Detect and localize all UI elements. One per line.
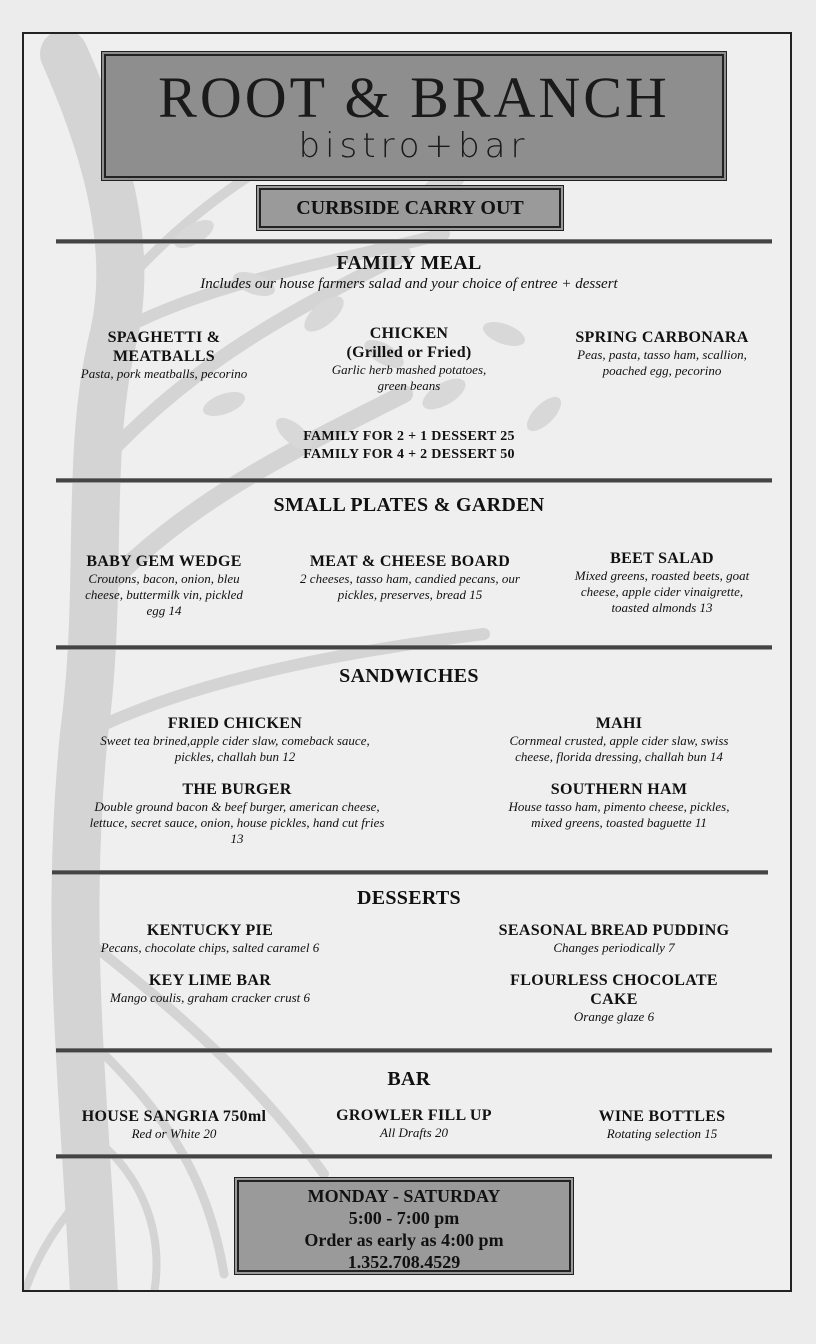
menu-item — [564, 328, 760, 379]
item-desc: Changes periodically 7 — [553, 940, 675, 955]
divider — [56, 1048, 772, 1053]
item-desc: Garlic herb mashed potatoes, green beans — [331, 362, 487, 393]
menu-item — [82, 780, 392, 847]
item-desc: Orange glaze 6 — [573, 1009, 655, 1024]
menu-item — [484, 921, 744, 956]
brand-logo — [104, 54, 724, 178]
hours-order-note: Order as early as 4:00 pm — [304, 1230, 504, 1250]
item-desc: House tasso ham, pimento cheese, pickles, mixed greens, toasted baguette 11 — [508, 799, 730, 830]
item-title: HOUSE SANGRIA 750ml — [81, 1108, 267, 1125]
menu-frame — [22, 32, 792, 1292]
menu-item — [494, 780, 744, 831]
item-desc: 2 cheeses, tasso ham, candied pecans, our pickles, preserves, bread 15 — [300, 571, 520, 602]
menu-item — [320, 324, 498, 394]
menu-item — [90, 714, 380, 765]
item-desc: Peas, pasta, tasso ham, scallion, poached egg, pecorino — [577, 347, 747, 378]
item-title: MEAT & CHEESE BOARD — [309, 553, 511, 570]
item-desc: Sweet tea brined,apple cider slaw, comeback sauce, pickles, challah bun 12 — [100, 733, 370, 764]
curbside-banner: CURBSIDE CARRY OUT — [259, 188, 561, 228]
item-desc: Pasta, pork meatballs, pecorino — [80, 366, 248, 381]
section-title-sandwiches: SANDWICHES — [339, 665, 479, 687]
item-title: WINE BOTTLES — [598, 1108, 726, 1125]
divider — [52, 870, 768, 875]
phone-number: 1.352.708.4529 — [347, 1252, 461, 1272]
menu-item — [76, 328, 252, 382]
divider — [56, 1154, 772, 1159]
divider — [56, 645, 772, 650]
menu-item — [314, 1106, 514, 1141]
item-title: BABY GEM WEDGE — [86, 553, 242, 570]
section-title-family-meal: FAMILY MEAL — [336, 252, 482, 274]
item-title: MAHI — [595, 715, 643, 732]
item-title: THE BURGER — [182, 781, 292, 798]
item-desc: Red or White 20 — [131, 1126, 217, 1141]
family-pricing-2: FAMILY FOR 2 + 1 DESSERT 25 — [303, 429, 515, 444]
item-title: CHICKEN — [369, 325, 449, 342]
item-title: KEY LIME BAR — [148, 972, 272, 989]
item-title: SOUTHERN HAM — [550, 781, 688, 798]
item-desc: Double ground bacon & beef burger, american cheese, lettuce, secret sauce, onion, house pickles, hand cut fries 13 — [89, 799, 385, 846]
menu-item — [64, 1107, 284, 1142]
item-desc: All Drafts 20 — [380, 1125, 448, 1140]
item-desc: Rotating selection 15 — [606, 1126, 718, 1141]
menu-item — [80, 971, 340, 1006]
item-desc: Croutons, bacon, onion, bleu cheese, buttermilk vin, pickled egg 14 — [85, 571, 243, 618]
item-desc: Pecans, chocolate chips, salted caramel 6 — [100, 940, 320, 955]
divider — [56, 239, 772, 244]
item-desc: Cornmeal crusted, apple cider slaw, swiss cheese, florida dressing, challah bun 14 — [509, 733, 729, 764]
section-title-small-plates: SMALL PLATES & GARDEN — [273, 494, 545, 516]
item-title: FLOURLESS CHOCOLATE CAKE — [510, 972, 718, 1008]
item-title: GROWLER FILL UP — [336, 1107, 492, 1124]
brand-name: ROOT & BRANCH — [158, 65, 670, 130]
family-meal-subtitle: Includes our house farmers salad and your choice of entree + dessert — [200, 276, 618, 292]
hours-days: MONDAY - SATURDAY — [307, 1186, 501, 1206]
item-title: SPAGHETTI & MEATBALLS — [107, 329, 221, 365]
item-title: SPRING CARBONARA — [575, 329, 749, 346]
menu-item — [76, 552, 252, 619]
divider — [56, 478, 772, 483]
item-desc: Mixed greens, roasted beets, goat cheese, apple cider vinaigrette, toasted almonds 13 — [574, 568, 750, 615]
menu-item — [494, 714, 744, 765]
menu-item — [292, 552, 528, 603]
section-title-desserts: DESSERTS — [357, 887, 461, 909]
menu-item — [504, 971, 724, 1025]
menu-item — [564, 1107, 760, 1142]
hours-box — [237, 1180, 571, 1272]
item-desc: Mango coulis, graham cracker crust 6 — [109, 990, 311, 1005]
family-pricing-4: FAMILY FOR 4 + 2 DESSERT 50 — [303, 447, 515, 462]
menu-item — [564, 549, 760, 616]
menu-item — [80, 921, 340, 956]
item-title: BEET SALAD — [610, 550, 714, 567]
item-subtitle: (Grilled or Fried) — [346, 344, 472, 361]
item-title: FRIED CHICKEN — [167, 715, 303, 732]
item-title: SEASONAL BREAD PUDDING — [498, 922, 730, 939]
item-title: KENTUCKY PIE — [146, 922, 274, 939]
brand-tagline: bistro+bar — [298, 126, 530, 166]
hours-time: 5:00 - 7:00 pm — [348, 1208, 460, 1228]
section-title-bar: BAR — [387, 1068, 431, 1090]
